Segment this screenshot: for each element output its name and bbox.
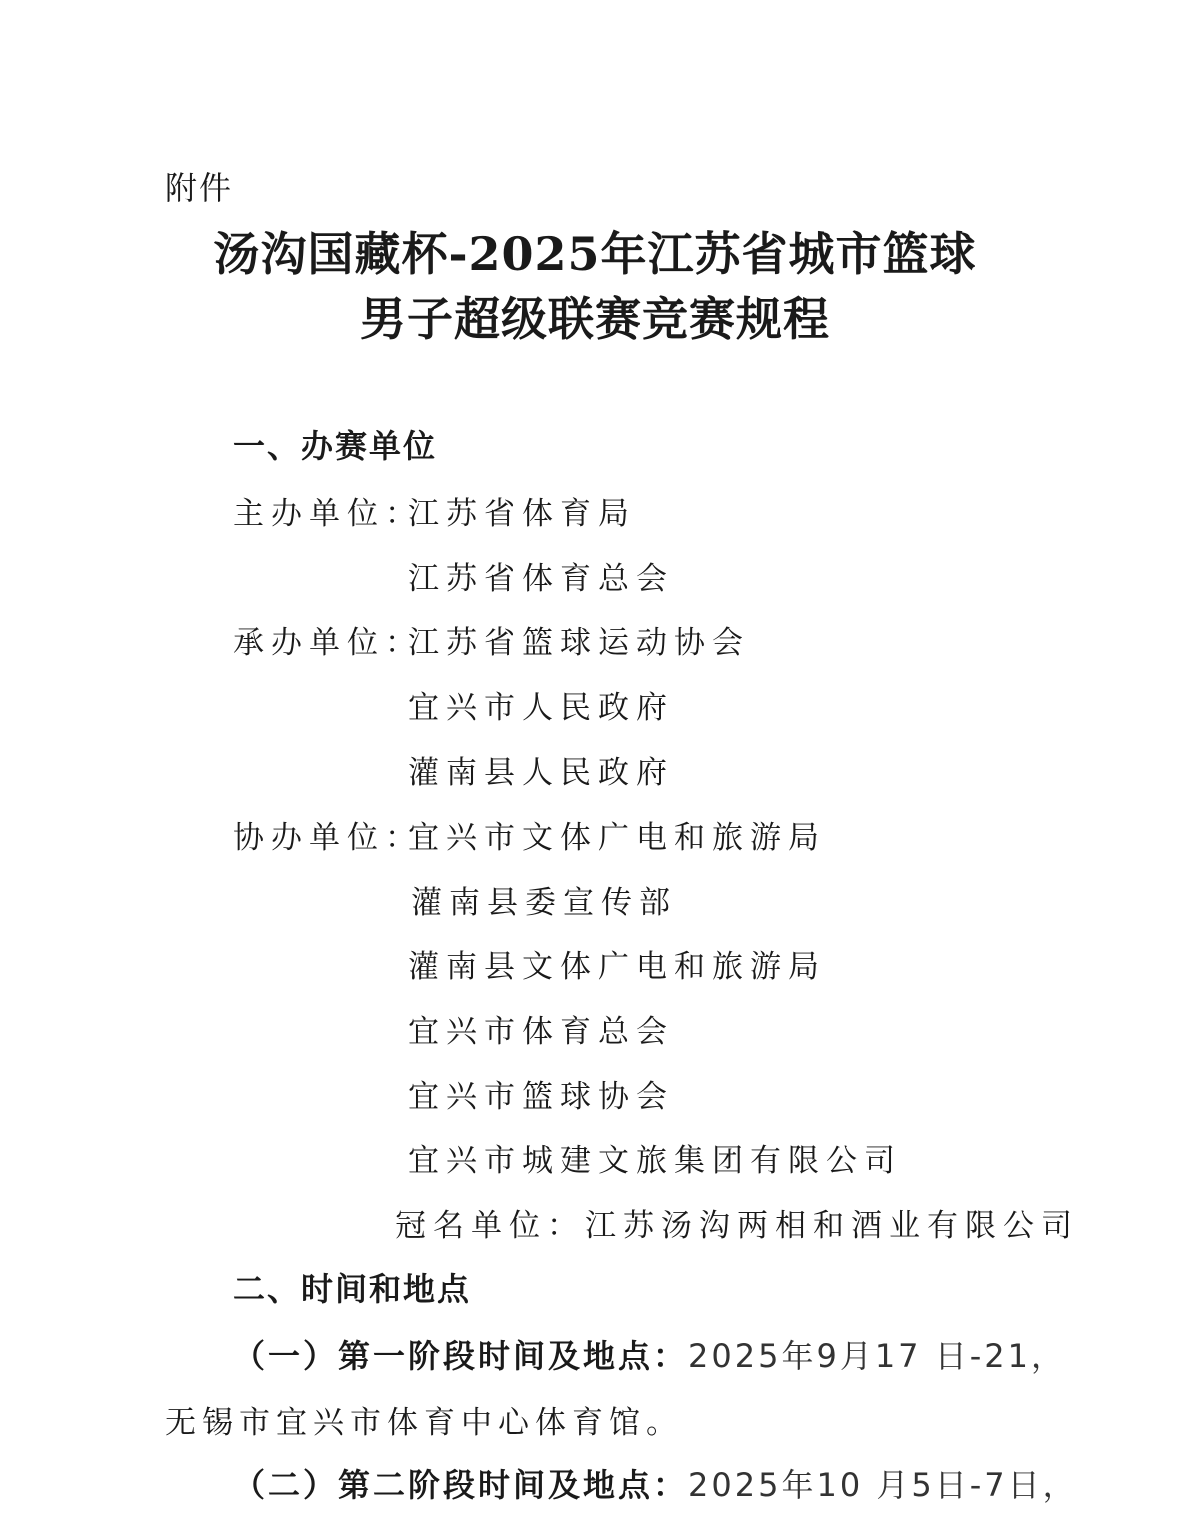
organizer-org: 江苏省篮球运动协会: [408, 625, 750, 661]
section-heading-organizers: 一、办赛单位: [233, 427, 438, 465]
co-organizer-org: 宜兴市城建文旅集团有限公司: [408, 1143, 902, 1179]
stage1-paragraph: [233, 1331, 1066, 1377]
title-sponsor-org: 江苏汤沟两相和酒业有限公司: [585, 1208, 1079, 1244]
co-organizer-org: 宜兴市文体广电和旅游局: [408, 820, 826, 856]
organizer-org: 灌南县人民政府: [408, 755, 674, 791]
organizer-org: 宜兴市人民政府: [408, 690, 674, 726]
stage2-paragraph: [233, 1460, 1078, 1506]
host-label: 主办单位：: [233, 496, 423, 532]
co-organizer-label: 协办单位：: [233, 820, 423, 856]
section-heading-time-location: 二、时间和地点: [233, 1270, 472, 1308]
organizer-label: 承办单位：: [233, 625, 423, 661]
host-org: 江苏省体育总会: [408, 561, 674, 597]
co-organizer-org: 宜兴市篮球协会: [408, 1079, 674, 1115]
stage1-lead: （一）第一阶段时间及地点：: [233, 1337, 689, 1375]
document-title-line-2: 男子超级联赛竞赛规程: [360, 292, 830, 346]
host-org: 江苏省体育局: [408, 496, 636, 532]
stage1-venue: 无锡市宜兴市体育中心体育馆。: [165, 1405, 683, 1441]
co-organizer-org: 灌南县文体广电和旅游局: [408, 949, 826, 985]
stage1-date: 2025年9月17 日-21，: [688, 1337, 1066, 1375]
co-organizer-org: 灌南县委宣传部: [411, 885, 677, 921]
stage2-lead: （二）第二阶段时间及地点：: [233, 1466, 689, 1504]
document-title-line-1: 汤沟国藏杯-2025年江苏省城市篮球: [213, 227, 977, 281]
stage2-date: 2025年10 月5日-7日，: [688, 1466, 1078, 1504]
title-sponsor-label: 冠名单位：: [395, 1208, 585, 1244]
co-organizer-org: 宜兴市体育总会: [408, 1014, 674, 1050]
attachment-label: 附件: [165, 169, 234, 207]
title-sponsor-line: [395, 1200, 1079, 1245]
